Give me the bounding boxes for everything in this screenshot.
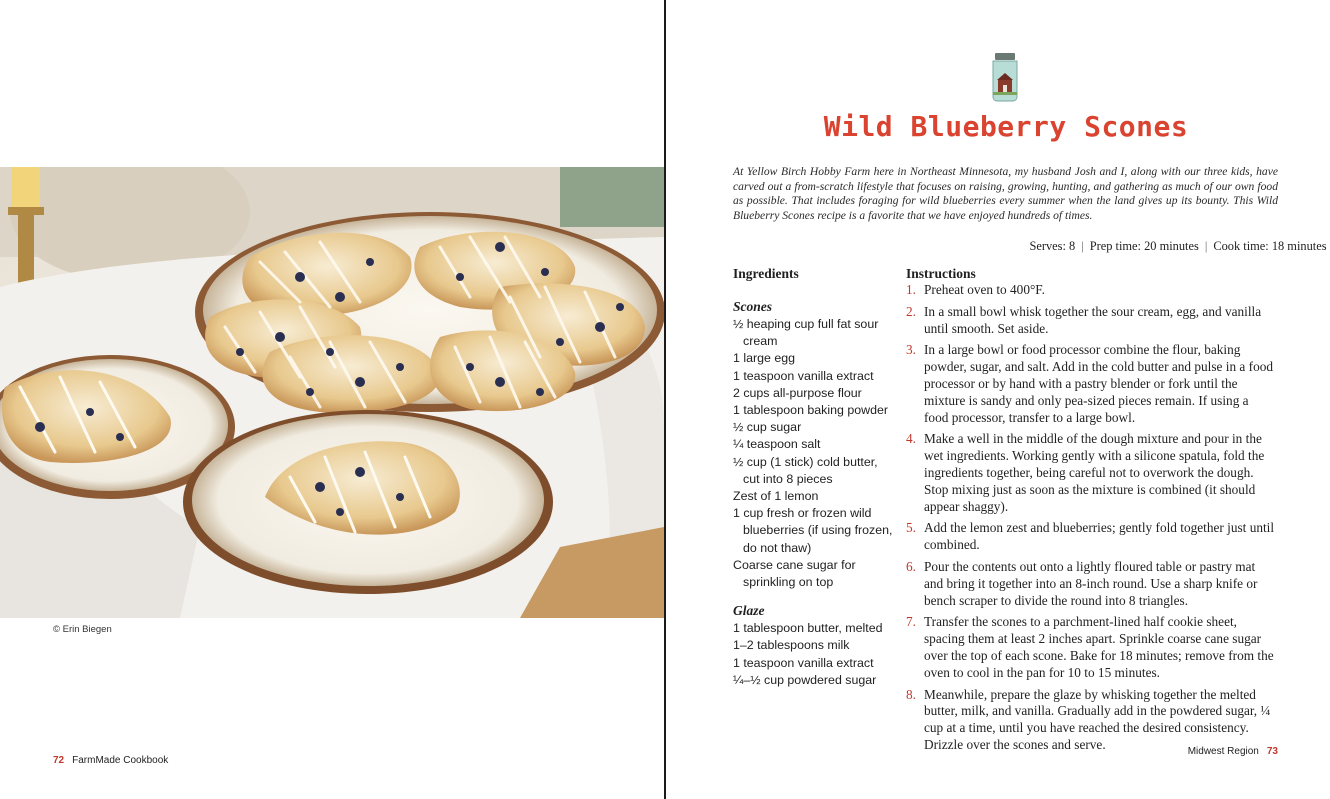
instructions-column xyxy=(906,266,1276,759)
right-page-number: 73 xyxy=(1266,746,1278,757)
scones-photo xyxy=(0,167,664,618)
ingredients-heading: Ingredients xyxy=(733,266,799,281)
instruction-step xyxy=(906,614,1276,681)
instructions-heading: Instructions xyxy=(906,266,976,281)
step-text: Meanwhile, prepare the glaze by whisking together the melted butter, milk, and vanilla. Gradually add in the powdered sugar, ¼ cup at a time, until you have reached the desired consistency. Drizzle over the scones and serve. xyxy=(924,686,1271,752)
step-text: Transfer the scones to a parchment-lined half cookie sheet, spacing them at least 2 inches apart. Sprinkle coarse cane sugar over the top of each scone. Bake for 18 minutes; remove from the oven to cool in the pan for 10 to 15 minutes. xyxy=(924,614,1274,680)
left-folio xyxy=(53,755,168,766)
section-title: Midwest Region xyxy=(1187,746,1259,757)
meta-separator: | xyxy=(1081,239,1084,253)
mason-jar-icon xyxy=(990,52,1020,102)
ingredients-column xyxy=(733,266,893,699)
ingredient-item: 1 teaspoon vanilla extract xyxy=(733,655,874,670)
ingredient-item: 1 large egg xyxy=(733,351,796,366)
meta-separator: | xyxy=(1204,239,1208,253)
ingredient-item: Zest of 1 lemon xyxy=(733,489,819,504)
step-number: 5. xyxy=(906,520,916,536)
ingredient-item: 2 cups all-purpose flour xyxy=(733,385,862,400)
cook-time: Cook time: 18 minutes xyxy=(1213,239,1327,253)
instruction-step xyxy=(906,559,1276,609)
instructions-list xyxy=(906,282,1276,754)
instruction-step xyxy=(906,304,1276,338)
instruction-step xyxy=(906,431,1276,515)
glaze-ingredient-list xyxy=(733,620,893,689)
instruction-step xyxy=(906,282,1276,299)
step-number: 4. xyxy=(906,431,916,447)
step-text: Preheat oven to 400°F. xyxy=(924,282,1045,297)
right-folio xyxy=(1188,746,1278,757)
ingredient-item: 1 tablespoon baking powder xyxy=(733,403,888,418)
step-text: Add the lemon zest and blueberries; gently fold together just until combined. xyxy=(924,520,1275,553)
ingredient-item: ½ cup (1 stick) cold butter, cut into 8 pieces xyxy=(733,454,878,486)
left-page xyxy=(0,0,664,799)
step-text: Make a well in the middle of the dough mixture and pour in the wet ingredients. Working gently with a silicone spatula, fold the ingredients together, being careful not to overwork the dough. Stop mixing just as soon as the mixture is combined (it should appear shaggy). xyxy=(924,431,1265,514)
scones-subheading: Scones xyxy=(733,299,773,314)
prep-time: Prep time: 20 minutes xyxy=(1089,239,1199,253)
step-text: In a small bowl whisk together the sour cream, egg, and vanilla until smooth. Set aside. xyxy=(924,303,1262,336)
ingredient-item: ½ cup sugar xyxy=(733,420,802,435)
ingredient-item: ¼–½ cup powdered sugar xyxy=(733,672,877,687)
glaze-subheading: Glaze xyxy=(733,603,765,619)
serves: Serves: 8 xyxy=(1029,239,1076,253)
ingredient-item: 1 tablespoon butter, melted xyxy=(733,621,883,636)
recipe-title: Wild Blueberry Scones xyxy=(823,110,1189,143)
left-page-number: 72 xyxy=(53,755,65,766)
photo-credit: © Erin Biegen xyxy=(53,624,112,635)
scones-ingredient-list xyxy=(733,316,893,591)
instruction-step xyxy=(906,687,1276,754)
step-number: 6. xyxy=(906,558,916,574)
ingredient-item: 1 cup fresh or frozen wild blueberries (if using frozen, do not thaw) xyxy=(733,506,893,555)
instruction-step xyxy=(906,342,1276,426)
step-number: 8. xyxy=(906,686,916,702)
recipe-intro: At Yellow Birch Hobby Farm here in Northeast Minnesota, my husband Josh and I, along with our three kids, have carved out a from-scratch lifestyle that focuses on raising, growing, hunting, and gathering as much of our own food as possible. That includes foraging for wild blueberries every summer when the land gives up its bounty. This Wild Blueberry Scones recipe is a favorite that we have enjoyed hundreds of times. xyxy=(733,165,1278,222)
step-text: Pour the contents out onto a lightly floured table or pastry mat and bring it together into an 8-inch round. Use a sharp knife or bench scraper to divide the round into 8 triangles. xyxy=(924,558,1258,608)
ingredient-item: ¼ teaspoon salt xyxy=(733,437,821,452)
step-number: 2. xyxy=(906,303,916,319)
book-title: FarmMade Cookbook xyxy=(72,755,169,766)
step-text: In a large bowl or food processor combine the flour, baking powder, sugar, and salt. Add in the cold butter and pulse in a food processor or by hand with a pastry blender or fork until the mixture is sandy and only pea-sized pieces remain. If using a food processor, transfer to a large bowl. xyxy=(924,342,1274,425)
instruction-step xyxy=(906,520,1276,554)
ingredient-item: 1–2 tablespoons milk xyxy=(733,638,850,653)
step-number: 1. xyxy=(906,282,916,297)
step-number: 3. xyxy=(906,342,916,358)
step-number: 7. xyxy=(906,614,916,630)
ingredient-item: Coarse cane sugar for sprinkling on top xyxy=(733,557,856,590)
recipe-meta xyxy=(666,239,1330,254)
ingredient-item: ½ heaping cup full fat sour cream xyxy=(733,317,879,349)
ingredient-item: 1 teaspoon vanilla extract xyxy=(733,368,874,383)
